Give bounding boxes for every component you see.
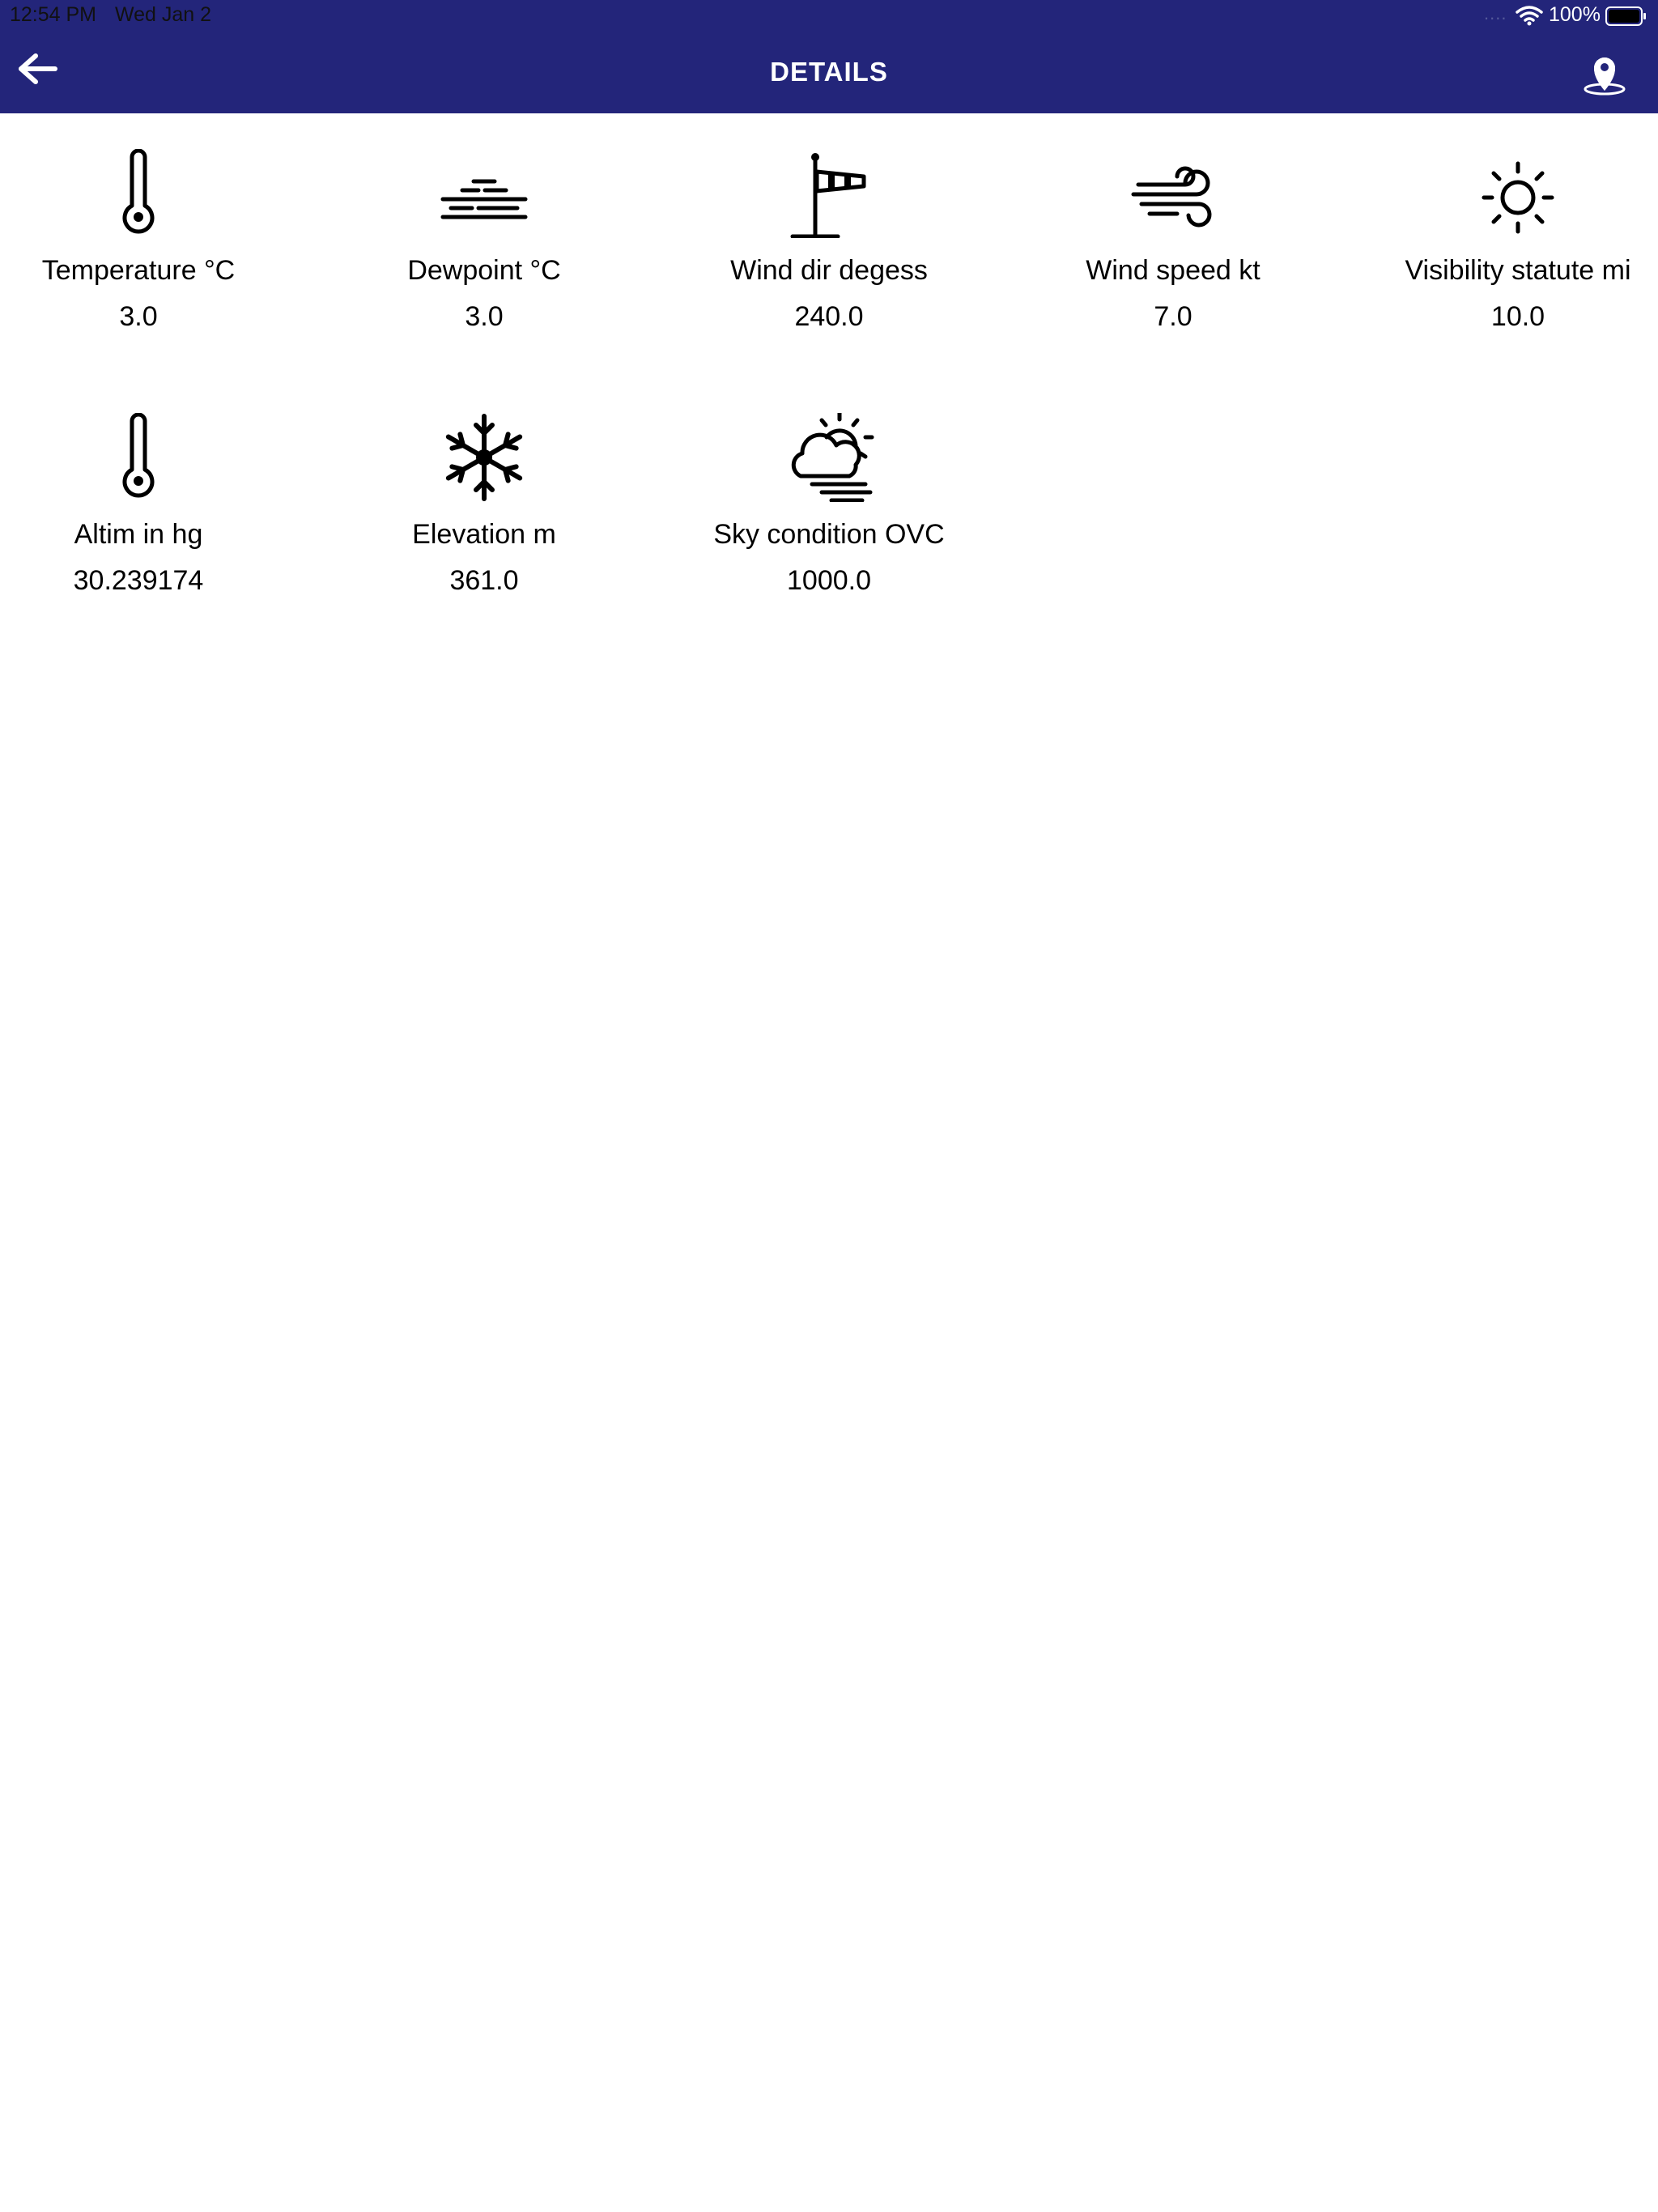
- tile-sky-condition: [657, 413, 1001, 597]
- tile-elevation: [312, 413, 657, 597]
- tile-label: Altim in hg: [74, 519, 203, 550]
- sun-icon: [1465, 149, 1571, 238]
- tile-label: Dewpoint °C: [407, 255, 561, 286]
- tile-wind-speed: [1001, 149, 1346, 333]
- tile-label: Visibility statute mi: [1405, 255, 1631, 286]
- tile-dewpoint: [312, 149, 657, 333]
- tile-label: Wind speed kt: [1086, 255, 1261, 286]
- thermometer-icon: [86, 149, 191, 238]
- tile-label: Wind dir degess: [730, 255, 928, 286]
- tile-label: Elevation m: [412, 519, 556, 550]
- tile-label: Temperature °C: [41, 255, 236, 286]
- status-date: Wed Jan 2: [115, 3, 212, 26]
- fog-icon: [432, 149, 537, 238]
- map-pin-icon: [1585, 57, 1624, 94]
- tile-wind-direction: [657, 149, 1001, 333]
- tile-temperature: [0, 149, 311, 333]
- tile-altimeter: [0, 413, 311, 597]
- page-title: DETAILS: [770, 57, 888, 87]
- tile-label: Sky condition OVC: [713, 519, 945, 550]
- signal-indicator: ....: [1484, 3, 1507, 23]
- tile-value: 3.0: [465, 301, 504, 332]
- tile-value: 10.0: [1490, 301, 1545, 332]
- battery-icon: [1605, 6, 1647, 26]
- tile-value: 7.0: [1154, 301, 1192, 332]
- tile-value: 1000.0: [787, 565, 871, 596]
- cloud-sun-wind-icon: [776, 413, 882, 502]
- tile-visibility: [1346, 149, 1658, 333]
- snowflake-icon: [432, 413, 537, 502]
- tile-value: 240.0: [794, 301, 864, 332]
- wifi-icon: [1516, 5, 1543, 26]
- tile-value: 3.0: [119, 301, 158, 332]
- location-button[interactable]: [1582, 50, 1627, 96]
- wind-icon: [1120, 149, 1226, 238]
- windsock-icon: [776, 149, 882, 238]
- battery-percent: 100%: [1549, 3, 1601, 26]
- tile-value: 361.0: [449, 565, 519, 596]
- status-time: 12:54 PM: [10, 3, 97, 26]
- tile-value: 30.239174: [73, 565, 204, 596]
- thermometer-icon: [86, 413, 191, 502]
- navigation-bar: [0, 0, 1658, 113]
